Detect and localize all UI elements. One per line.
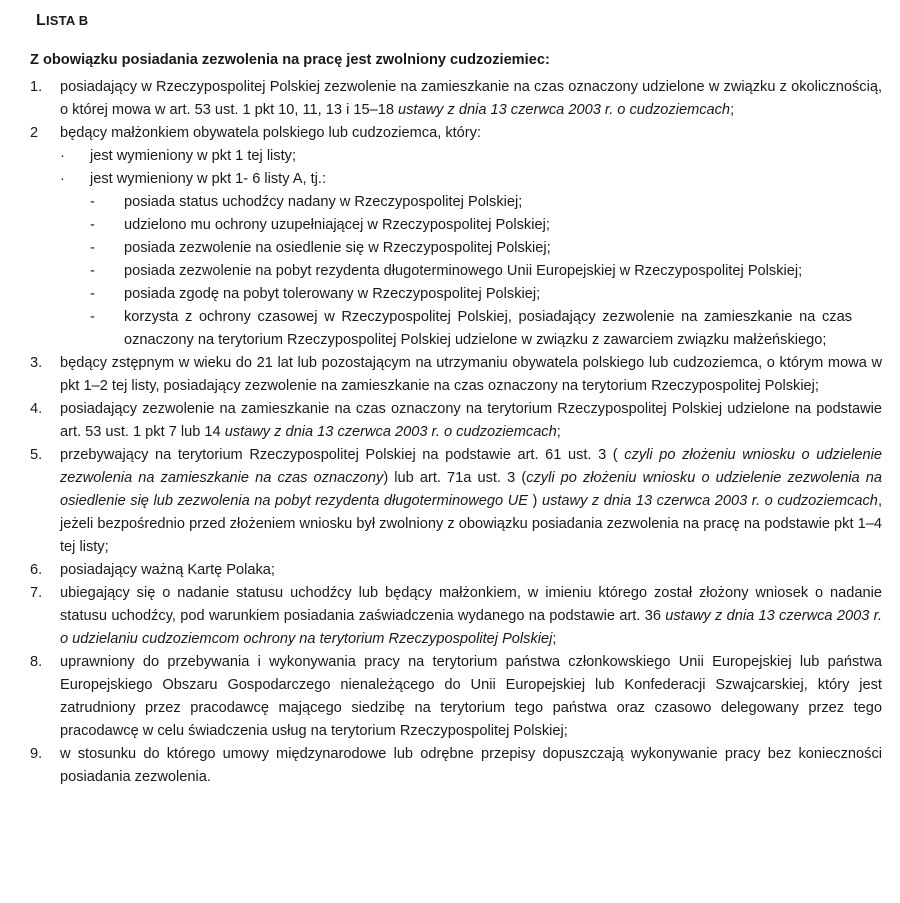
item-number: 2 (30, 125, 39, 141)
item-text: ubiegający się o nadanie statusu uchodźcy lub będący małżonkiem, w imieniu którego został złożony wniosek o nadanie statusu uchodźcy, pod warunkiem posiadania zaświadczenia wydanego na podstawie art. 36 ustawy z dnia 13 czerwca 2003 r. o udzielaniu cudzoziemcom ochrony na terytorium Rzeczypospolitej Polskiej; (60, 585, 883, 647)
item-text: przebywający na terytorium Rzeczypospolitej Polskiej na podstawie art. 61 ust. 3 ( czyli po złożeniu wniosku o udzielenie zezwolenia na zamieszkanie na czas oznaczony) lub art. 71a ust. 3 (czyli po złożeniu wniosku o udzielenie zezwolenia na osiedlenie się lub zezwolenia na pobyt rezydenta długoterminowego UE ) ustawy z dnia 13 czerwca 2003 r. o cudzoziemcach, jeżeli bezpośrednio przed złożeniem wniosku był zwolniony z obowiązku posiadania zezwolenia na pracę na podstawie pkt 1–4 tej listy; (60, 447, 883, 555)
item-number: 3. (30, 355, 43, 371)
sub-item (0, 237, 900, 260)
dash-mark: - (90, 263, 95, 279)
item-number: 5. (30, 447, 43, 463)
sub-item-text: posiada zezwolenie na pobyt rezydenta długoterminowego Unii Europejskiej w Rzeczypospolitej Polskiej; (124, 263, 803, 279)
dash-mark: - (90, 309, 95, 325)
dash-mark: - (90, 286, 95, 302)
dash-mark: - (90, 240, 95, 256)
list-item-2 (0, 122, 900, 145)
exemption-list (0, 76, 900, 789)
intro-heading: Z obowiązku posiadania zezwolenia na pracę jest zwolniony cudzoziemiec: (30, 52, 550, 68)
list-item-4 (0, 398, 900, 444)
title-rest: ISTA B (45, 13, 89, 28)
list-item-5 (0, 444, 900, 559)
dash-mark: - (90, 194, 95, 210)
list-item-1 (0, 76, 900, 122)
sub-item-text: posiada status uchodźcy nadany w Rzeczypospolitej Polskiej; (124, 194, 523, 210)
list-item-8 (0, 651, 900, 743)
sub-item (0, 191, 900, 214)
item-number: 9. (30, 746, 43, 762)
item-text: uprawniony do przebywania i wykonywania pracy na terytorium państwa członkowskiego Unii Europejskiej lub państwa Europejskiego Obszaru Gospodarczego nienależącego do Unii Europejskiej lub Konfederacji Szwajcarskiej, który jest zatrudniony przez pracodawcę mającego siedzibę na terytorium tego państwa oraz czasowo delegowany przez tego pracodawcę w celu świadczenia usług na terytorium Rzeczypospolitej Polskiej; (60, 654, 882, 739)
item-text: posiadający zezwolenie na zamieszkanie na czas oznaczony na terytorium Rzeczypospolitej Polskiej udzielone na podstawie art. 53 ust. 1 pkt 7 lub 14 ustawy z dnia 13 czerwca 2003 r. o cudzoziemcach; (60, 401, 882, 440)
sub-item (0, 260, 900, 283)
sub-item-text: udzielono mu ochrony uzupełniającej w Rzeczypospolitej Polskiej; (124, 217, 550, 233)
dash-mark: - (90, 217, 95, 233)
sub-item-text: korzysta z ochrony czasowej w Rzeczypospolitej Polskiej, posiadający zezwolenie na zamieszkanie na czas oznaczony na terytorium Rzeczypospolitej Polskiej udzielone w związku z zawarciem związku małżeńskiego; (124, 309, 852, 348)
list-item-9 (0, 743, 900, 789)
item-text: posiadający w Rzeczypospolitej Polskiej zezwolenie na zamieszkanie na czas oznaczony udzielone w związku z okolicznością, o której mowa w art. 53 ust. 1 pkt 10, 11, 13 i 15–18 ustawy z dnia 13 czerwca 2003 r. o cudzoziemcach; (60, 79, 882, 118)
bullet-mark: · (60, 171, 65, 187)
item-text: będący zstępnym w wieku do 21 lat lub pozostającym na utrzymaniu obywatela polskiego lub cudzoziemca, o którym mowa w pkt 1–2 tej listy, posiadający zezwolenie na zamieszkanie na czas oznaczony na terytorium Rzeczypospolitej Polskiej; (60, 355, 882, 394)
item-number: 7. (30, 585, 43, 601)
list-item-3 (0, 352, 900, 398)
bullet-item (0, 145, 900, 168)
list-item-7 (0, 582, 900, 651)
item-number: 8. (30, 654, 43, 670)
sub-item (0, 306, 900, 352)
sub-item (0, 283, 900, 306)
item-text: posiadający ważną Kartę Polaka; (60, 562, 275, 578)
list-item-6 (0, 559, 900, 582)
list-title (36, 12, 88, 30)
item-number: 1. (30, 79, 43, 95)
sub-item-text: posiada zgodę na pobyt tolerowany w Rzeczypospolitej Polskiej; (124, 286, 541, 302)
bullet-text: jest wymieniony w pkt 1 tej listy; (90, 148, 297, 164)
bullet-mark: · (60, 148, 65, 164)
item-number: 4. (30, 401, 43, 417)
title-initial: L (36, 12, 46, 29)
item-text: w stosunku do którego umowy międzynarodowe lub odrębne przepisy dopuszczają wykonywanie pracy bez konieczności posiadania zezwolenia. (60, 746, 882, 785)
bullet-item (0, 168, 900, 191)
sub-item-text: posiada zezwolenie na osiedlenie się w Rzeczypospolitej Polskiej; (124, 240, 551, 256)
sub-item (0, 214, 900, 237)
item-text: będący małżonkiem obywatela polskiego lub cudzoziemca, który: (60, 125, 481, 141)
bullet-text: jest wymieniony w pkt 1- 6 listy A, tj.: (90, 171, 327, 187)
item-number: 6. (30, 562, 43, 578)
